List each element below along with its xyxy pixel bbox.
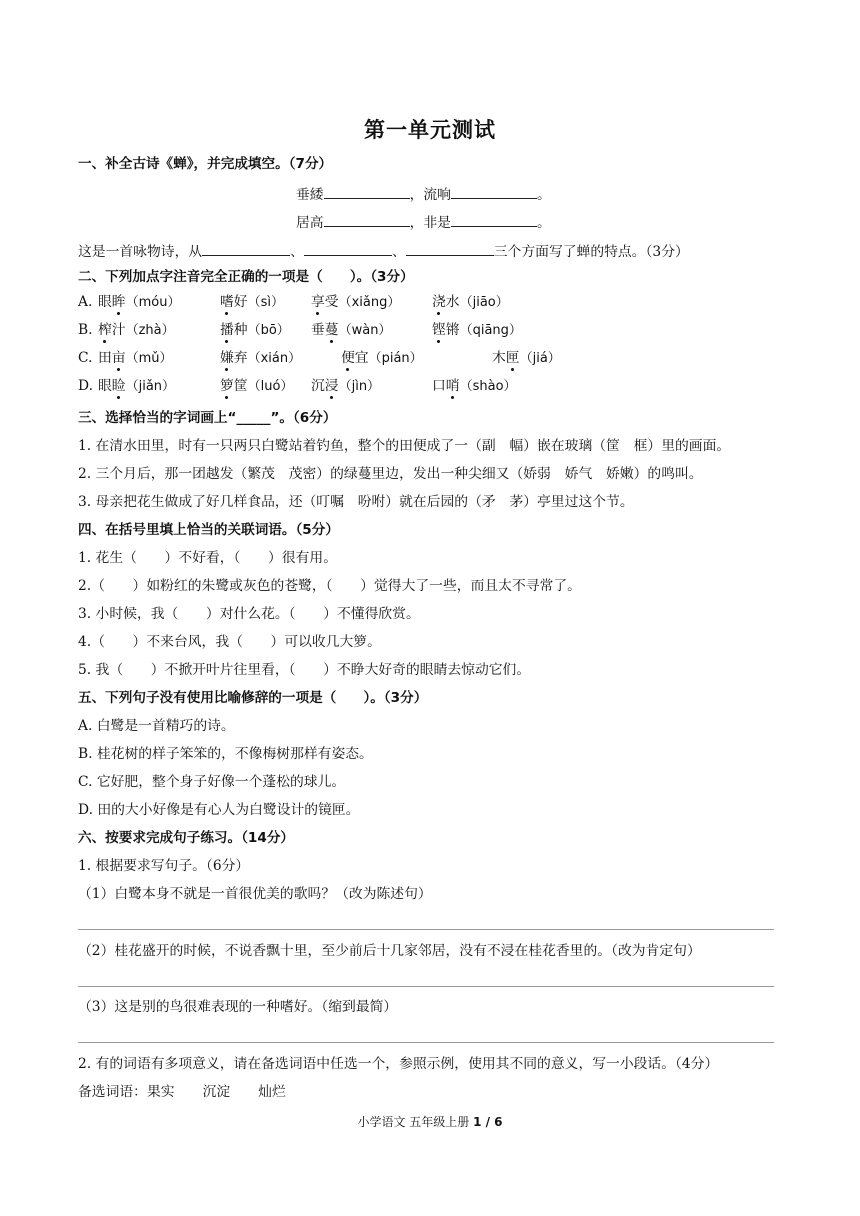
poem-line-2 [296, 212, 820, 232]
option-row[interactable] [78, 377, 820, 395]
pinyin: （luó） [247, 379, 294, 394]
dotted-char: 嗜 [220, 294, 234, 310]
option-word [311, 321, 391, 340]
dotted-char: 哨 [445, 378, 460, 394]
word-char: 木 [492, 350, 506, 366]
question-line[interactable]: 5. 我（ ）不掀开叶片往里看，（ ）不睁大好奇的眼睛去惊动它们。 [78, 662, 531, 678]
dotted-char: 榨 [98, 322, 112, 338]
word-char: 口 [432, 378, 446, 394]
question-line[interactable]: 2. 三个月后，那一团越发（繁茂 茂密）的绿蔓里边，发出一种尖细又（娇弱 娇气 娇嫩）的鸣叫。 [78, 466, 703, 482]
word-char: 筐 [233, 378, 248, 394]
pinyin: （wàn） [338, 323, 392, 338]
option-word [98, 293, 180, 312]
word-char: 弃 [233, 350, 248, 366]
section-5-heading: 五、下列句子没有使用比喻修辞的一项是（ ）。（3分） [78, 690, 428, 706]
question-line: （2）桂花盛开的时候，不说香飘十里，至少前后十几家邻居，没有不浸在桂花香里的。（改为肯定句） [78, 943, 701, 959]
question-line[interactable]: 4.（ ）不来台风，我（ ）可以收几大箩。 [78, 634, 381, 650]
pinyin: （jiǎn） [125, 379, 176, 394]
option-word [220, 293, 284, 312]
pinyin: （jiá） [519, 351, 561, 366]
pinyin: （pián） [368, 351, 423, 366]
option-word [311, 377, 380, 396]
fill-blank[interactable] [324, 212, 410, 227]
section-3-heading: 三、选择恰当的字词画上“_____”。（6分） [78, 410, 337, 426]
option-label: D. [78, 378, 93, 394]
poem-text: 。 [536, 187, 551, 203]
option-word [432, 293, 509, 312]
question-line[interactable]: 3. 小时候，我（ ）对什么花。（ ）不懂得欣赏。 [78, 606, 420, 622]
fill-blank[interactable] [202, 241, 290, 256]
question-text: 这是一首咏物诗，从 [78, 244, 203, 260]
pinyin: （shào） [459, 379, 517, 394]
question-line[interactable]: 1. 花生（ ）不好看，（ ）很有用。 [78, 550, 337, 566]
dotted-char: 嫌 [220, 350, 234, 366]
option-label: A. [78, 294, 93, 310]
footer-text: 小学语文 五年级上册 [357, 1115, 474, 1129]
question-line: （1）白鹭本身不就是一首很优美的歌吗？（改为陈述句） [78, 886, 432, 902]
dotted-char: 铿 [432, 322, 446, 338]
option-word [341, 349, 423, 368]
section-1-question [78, 241, 820, 261]
question-line: （3）这是别的鸟很难表现的一种嗜好。（缩到最简） [78, 999, 398, 1015]
dotted-char: 便 [341, 350, 355, 366]
candidate-words [78, 1083, 820, 1101]
pinyin: （mǔ） [125, 351, 173, 366]
candidate-word: 灿烂 [258, 1084, 286, 1100]
pinyin: （qiāng） [459, 323, 522, 338]
option-word [492, 349, 561, 368]
word-char: 锵 [445, 322, 460, 338]
page-footer [0, 1113, 860, 1130]
option-word [432, 321, 522, 340]
poem-text: 垂緌 [296, 187, 324, 203]
poem-text: ，流响 [409, 187, 451, 203]
candidate-label: 备选词语： [78, 1084, 147, 1100]
dotted-char: 匣 [505, 350, 520, 366]
word-char: 好 [233, 294, 248, 310]
dotted-char: 播 [220, 322, 234, 338]
word-char: 眼 [98, 294, 112, 310]
answer-line[interactable] [78, 1042, 774, 1043]
dotted-char: 蔓 [324, 322, 339, 338]
subquestion-2: 2. 有的词语有多项意义，请在备选词语中任选一个，参照示例，使用其不同的意义，写一小段话。（4分） [78, 1056, 719, 1072]
option-d[interactable]: D. 田的大小好像是有心人为白鹭设计的镜匣。 [78, 802, 360, 818]
poem-text: ，非是 [409, 215, 451, 231]
word-char: 受 [324, 294, 339, 310]
question-line[interactable]: 1. 在清水田里，时有一只两只白鹭站着钓鱼，整个的田便成了一（副 幅）嵌在玻璃（筐 框）里的画面。 [78, 438, 731, 454]
question-text: 、 [290, 244, 304, 260]
page-number: 1 / 6 [473, 1115, 503, 1129]
poem-line-1 [296, 184, 820, 204]
pinyin: （jiāo） [459, 295, 509, 310]
dotted-char: 箩 [220, 378, 234, 394]
fill-blank[interactable] [451, 212, 537, 227]
option-word [98, 321, 175, 340]
fill-blank[interactable] [406, 241, 494, 256]
poem-text: 。 [536, 215, 551, 231]
candidate-word: 沉淀 [202, 1084, 231, 1100]
pinyin: （móu） [125, 295, 181, 310]
option-label: B. [78, 322, 93, 338]
word-char: 田 [98, 350, 112, 366]
section-1-heading: 一、补全古诗《蝉》，并完成填空。（7分） [78, 156, 333, 172]
option-row[interactable] [78, 349, 820, 367]
word-char: 宜 [354, 350, 369, 366]
pinyin: （xián） [247, 351, 302, 366]
question-line[interactable]: 2.（ ）如粉红的朱鹭或灰色的苍鹭，（ ）觉得大了一些，而且太不寻常了。 [78, 578, 581, 594]
pinyin: （zhà） [125, 323, 175, 338]
option-label: C. [78, 350, 93, 366]
candidate-word: 果实 [146, 1084, 175, 1100]
dotted-char: 享 [311, 294, 325, 310]
word-char: 汁 [111, 322, 126, 338]
word-char: 眼 [98, 378, 112, 394]
dotted-char: 睑 [111, 378, 126, 394]
option-word [98, 349, 173, 368]
word-char: 种 [233, 322, 248, 338]
option-row[interactable] [78, 293, 820, 311]
dotted-char: 浇 [432, 294, 446, 310]
option-word [432, 377, 517, 396]
pinyin: （xiǎng） [338, 295, 401, 310]
fill-blank[interactable] [324, 184, 410, 199]
option-row[interactable] [78, 321, 820, 339]
answer-line[interactable] [78, 986, 774, 987]
option-word [220, 349, 301, 368]
fill-blank[interactable] [451, 184, 537, 199]
option-b[interactable]: B. 桂花树的样子笨笨的，不像梅树那样有姿态。 [78, 746, 373, 762]
dotted-char: 亩 [111, 350, 126, 366]
option-word [220, 321, 290, 340]
section-4-heading: 四、在括号里填上恰当的关联词语。（5分） [78, 522, 339, 538]
option-a[interactable]: A. 白鹭是一首精巧的诗。 [78, 718, 235, 734]
answer-line[interactable] [78, 929, 774, 930]
poem-text: 居高 [296, 215, 324, 231]
word-char: 沉 [311, 378, 325, 394]
section-2-heading: 二、下列加点字注音完全正确的一项是（ ）。（3分） [78, 269, 414, 285]
dotted-char: 浸 [324, 378, 339, 394]
option-c[interactable]: C. 它好肥，整个身子好像一个蓬松的球儿。 [78, 774, 346, 790]
pinyin: （bō） [247, 323, 290, 338]
section-6-heading: 六、按要求完成句子练习。（14分） [78, 830, 295, 846]
dotted-char: 眸 [111, 294, 126, 310]
word-char: 垂 [311, 322, 325, 338]
pinyin: （jìn） [338, 379, 381, 394]
option-word [311, 293, 400, 312]
subquestion-1: 1. 根据要求写句子。（6分） [78, 858, 250, 874]
option-word [98, 377, 175, 396]
pinyin: （sì） [247, 295, 284, 310]
question-text: 三个方面写了蝉的特点。（3分） [493, 244, 689, 260]
question-line[interactable]: 3. 母亲把花生做成了好几样食品，还（叮嘱 吩咐）就在后园的（矛 茅）亭里过这个节。 [78, 494, 634, 510]
question-text: 、 [391, 244, 406, 260]
fill-blank[interactable] [304, 241, 392, 256]
option-word [220, 377, 293, 396]
page-title: 第一单元测试 [364, 118, 496, 142]
word-char: 水 [445, 294, 460, 310]
